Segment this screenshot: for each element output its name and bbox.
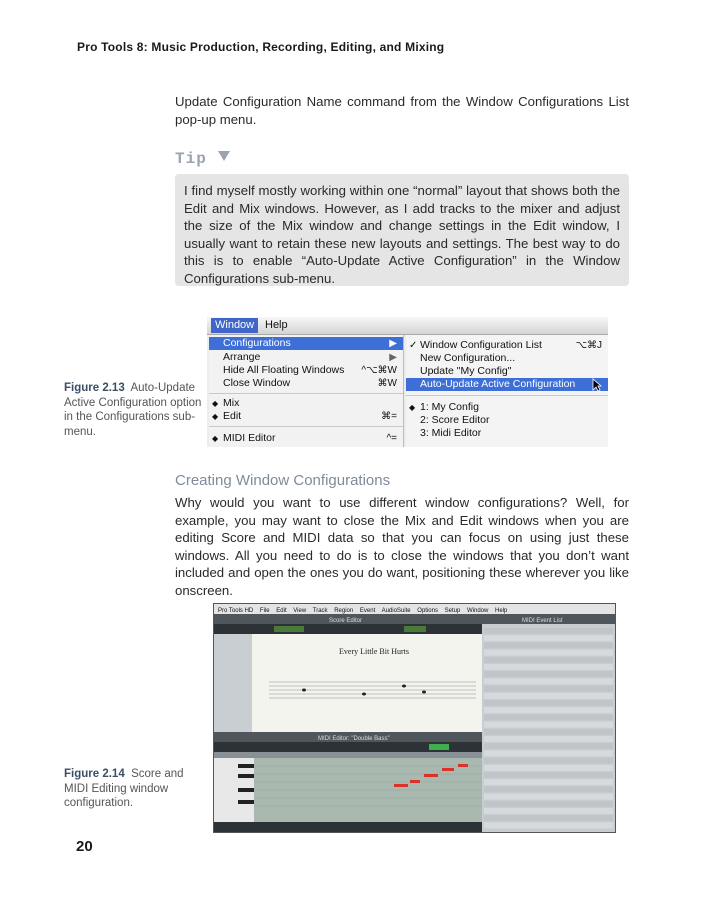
event-list-row: [484, 758, 613, 764]
menubar-item: Region: [334, 608, 354, 614]
menubar-item: File: [259, 608, 270, 614]
event-list-row: [484, 729, 613, 735]
event-list-row: [484, 657, 613, 663]
tip-text: I find myself mostly working within one “normal” layout that shows both the Edit and Mix windows. However, as I add tracks to the mixer and adjust the size of the Mix window and change settings in the Edit window, I usually want to retain these new layouts and settings. The best way to do this is to enable “Auto-Update Active Configuration” in the Window Configurations sub-menu.: [184, 183, 620, 286]
menubar-item: Pro Tools HD: [218, 608, 254, 614]
menu-item-config-list[interactable]: ✓ Window Configuration List ⌥⌘J: [409, 339, 602, 351]
event-list-row: [484, 808, 613, 814]
menu-item-configurations[interactable]: Configurations ▶: [209, 337, 403, 350]
event-list-row: [484, 628, 613, 634]
figure-caption-text: Auto-Update Active Configuration option in the Configurations sub-menu.: [64, 382, 202, 438]
menubar-item: Edit: [276, 608, 287, 614]
event-list-row: [484, 736, 613, 742]
menubar-item: View: [293, 608, 307, 614]
menubar-item: Event: [359, 608, 376, 614]
event-list-row: [484, 700, 613, 706]
event-list-row: [484, 801, 613, 807]
menu-item-new-config[interactable]: New Configuration...: [420, 352, 516, 364]
configurations-submenu: [406, 335, 608, 447]
checkmark-icon: ✓: [409, 340, 418, 351]
figure-number: Figure 2.13: [64, 382, 125, 394]
submenu-arrow-icon: ▶: [389, 352, 397, 363]
menu-item-close-window[interactable]: Close Window ⌘W: [223, 377, 397, 389]
figure-2-13-caption: [64, 381, 204, 439]
menu-item-update-config[interactable]: Update "My Config": [420, 365, 512, 377]
event-list-row: [484, 779, 613, 785]
event-list-row: [484, 693, 613, 699]
event-list-row: [484, 786, 613, 792]
figure-2-13-screenshot: [207, 317, 608, 447]
menubar-item: Window: [467, 608, 489, 614]
event-list-row: [484, 635, 613, 641]
event-list-row: [484, 664, 613, 670]
event-list-row: [484, 815, 613, 821]
event-list-row: [484, 750, 613, 756]
menu-item-hide-floating[interactable]: Hide All Floating Windows ^⌥⌘W: [223, 364, 397, 376]
running-head: Pro Tools 8: Music Production, Recording, Editing, and Mixing: [77, 40, 445, 54]
diamond-icon: ◆: [212, 434, 219, 443]
event-list-row: [484, 765, 613, 771]
page-number: 20: [76, 838, 93, 855]
score-editor-title: Score Editor: [329, 618, 363, 624]
tip-label: Tip: [175, 150, 207, 168]
menu-window[interactable]: Window: [211, 318, 258, 333]
event-list-row: [484, 642, 613, 648]
menu-separator: [209, 426, 403, 427]
score-title: Every Little Bit Hurts: [339, 647, 409, 656]
menu-help[interactable]: Help: [265, 319, 288, 331]
event-list-row: [484, 686, 613, 692]
menu-item-arrange[interactable]: Arrange ▶: [223, 351, 397, 363]
submenu-arrow-icon: ▶: [389, 338, 397, 349]
figure-2-14-screenshot: [213, 603, 616, 833]
menu-item-config-3[interactable]: 3: Midi Editor: [420, 427, 482, 439]
figure-number: Figure 2.14: [64, 768, 125, 780]
menubar-item: Setup: [444, 608, 461, 614]
menu-separator: [406, 395, 608, 396]
menu-item-config-2[interactable]: 2: Score Editor: [420, 414, 490, 426]
event-list-row: [484, 822, 613, 828]
menubar-item: AudioSuite: [381, 608, 411, 614]
tip-arrow-icon: [218, 151, 230, 161]
event-list-row: [484, 772, 613, 778]
event-list-row: [484, 707, 613, 713]
event-list-row: [484, 794, 613, 800]
event-list-row: [484, 671, 613, 677]
figure-2-14-caption: [64, 767, 204, 811]
pro-tools-window-illustration: [214, 604, 615, 832]
event-list-row: [484, 650, 613, 656]
menu-item-midi-editor[interactable]: ◆ MIDI Editor ^=: [212, 432, 397, 444]
diamond-icon: ◆: [212, 412, 219, 421]
event-list-row: [484, 722, 613, 728]
section-heading: Creating Window Configurations: [175, 472, 391, 489]
menubar-item: Help: [495, 608, 508, 614]
event-list-title: MIDI Event List: [522, 618, 563, 624]
figure-caption-text: Score and MIDI Editing window configuration.: [64, 768, 184, 809]
paragraph-creating: Why would you want to use different window configurations? Well, for example, you may want to close the Mix and Edit windows when you are editing Score and MIDI data so that you can focus on using just these windows. All you need to do is to close the windows that you don’t want included and open the ones you do want, positioning these wherever you like onscreen.: [175, 495, 629, 598]
paragraph-intro: Update Configuration Name command from the Window Configurations List pop-up menu.: [175, 94, 629, 127]
menu-item-auto-update[interactable]: Auto-Update Active Configuration: [406, 378, 608, 391]
diamond-icon: ◆: [212, 399, 219, 408]
menubar: [207, 317, 608, 335]
event-list-row: [484, 678, 613, 684]
menu-item-edit[interactable]: ◆ Edit ⌘=: [212, 410, 397, 422]
event-list-row: [484, 714, 613, 720]
diamond-icon: ◆: [409, 403, 416, 412]
midi-editor-title: MIDI Editor: "Double Bass": [318, 736, 390, 742]
menu-item-mix[interactable]: ◆ Mix: [212, 397, 240, 409]
menu-separator: [209, 393, 403, 394]
cursor-arrow-icon: [592, 378, 602, 392]
menubar-item: Options: [417, 608, 438, 614]
window-menu: [209, 335, 404, 447]
menubar-item: Track: [312, 608, 328, 614]
event-list-row: [484, 743, 613, 749]
menu-item-config-1[interactable]: ◆ 1: My Config: [409, 401, 479, 413]
